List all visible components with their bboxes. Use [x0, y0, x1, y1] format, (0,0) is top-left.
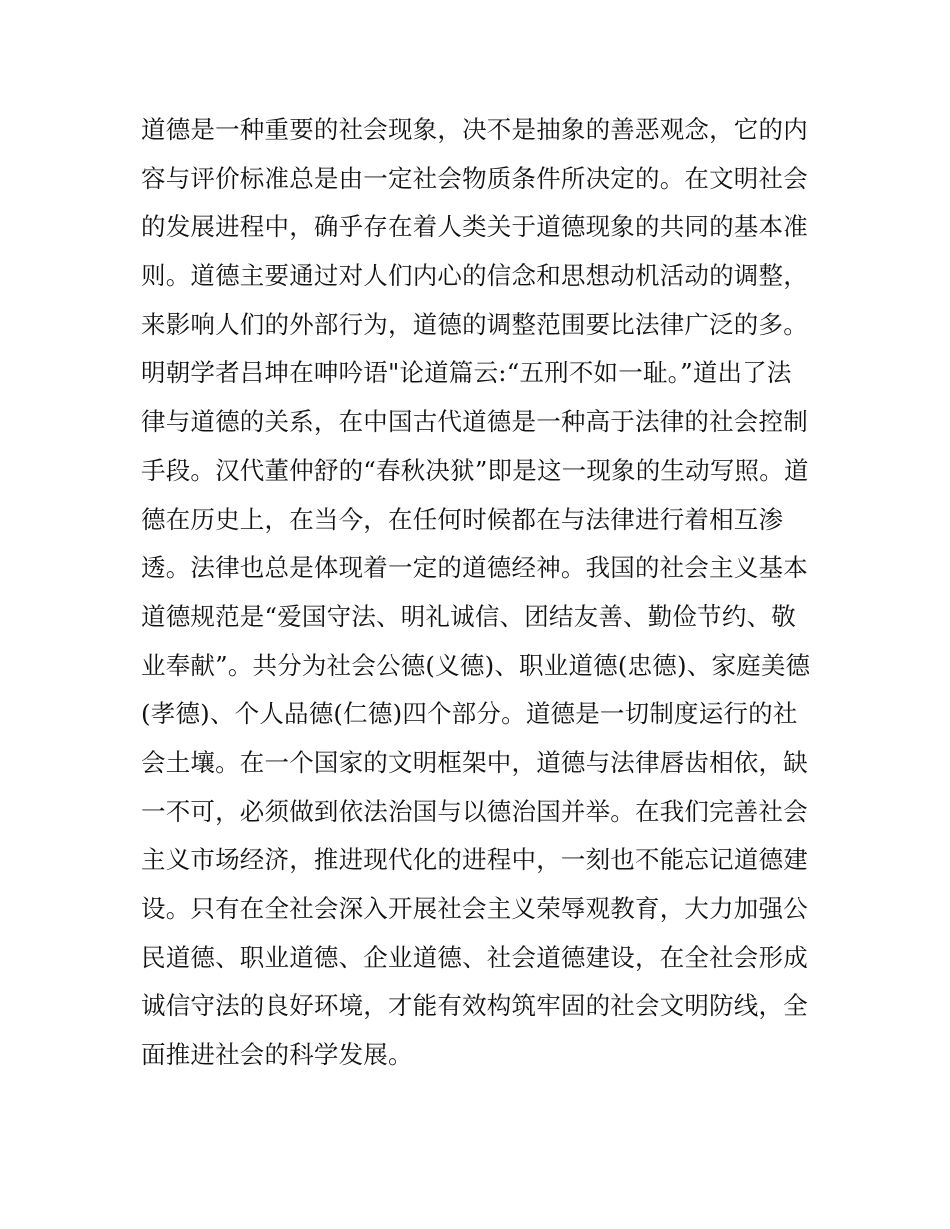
body-paragraph	[141, 106, 821, 1080]
text-line: 会土壤。在一个国家的文明框架中，道德与法律唇齿相依，缺	[141, 747, 808, 777]
text-line: 透。法律也总是体现着一定的道德经神。我国的社会主义基本	[141, 553, 808, 583]
text-line: 明朝学者吕坤在呻吟语"论道篇云:“五刑不如一耻。”道出了法	[141, 358, 792, 388]
text-line: 律与道德的关系，在中国古代道德是一种高于法律的社会控制	[141, 407, 808, 437]
text-line: 来影响人们的外部行为，道德的调整范围要比法律广泛的多。	[141, 309, 808, 339]
text-line: 则。道德主要通过对人们内心的信念和思想动机活动的调整，	[141, 261, 808, 291]
text-line: 诚信守法的良好环境，才能有效构筑牢固的社会文明防线，全	[141, 991, 808, 1021]
text-line: 业奉献”。共分为社会公德(义德)、职业道德(忠德)、家庭美德	[141, 650, 811, 680]
text-line: 一不可，必须做到依法治国与以德治国并举。在我们完善社会	[141, 796, 808, 826]
text-line: 道德规范是“爱国守法、明礼诚信、团结友善、勤俭节约、敬	[141, 601, 796, 631]
text-line: 德在历史上，在当今，在任何时候都在与法律进行着相互渗	[141, 504, 784, 534]
text-line: 手段。汉代董仲舒的“春秋决狱”即是这一现象的生动写照。道	[141, 455, 809, 485]
text-line: 道德是一种重要的社会现象，决不是抽象的善恶观念，它的内	[141, 115, 808, 144]
text-line: (孝德)、个人品德(仁德)四个部分。道德是一切制度运行的社	[141, 699, 798, 729]
text-line: 的发展进程中，确乎存在着人类关于道德现象的共同的基本准	[141, 212, 808, 242]
text-line: 民道德、职业道德、企业道德、社会道德建设，在全社会形成	[141, 942, 808, 972]
text-line: 设。只有在全社会深入开展社会主义荣辱观教育，大力加强公	[141, 894, 808, 923]
text-line: 容与评价标准总是由一定社会物质条件所决定的。在文明社会	[141, 163, 808, 193]
text-line: 面推进社会的科学发展。	[141, 1040, 413, 1070]
text-line: 主义市场经济，推进现代化的进程中，一刻也不能忘记道德建	[141, 845, 808, 875]
